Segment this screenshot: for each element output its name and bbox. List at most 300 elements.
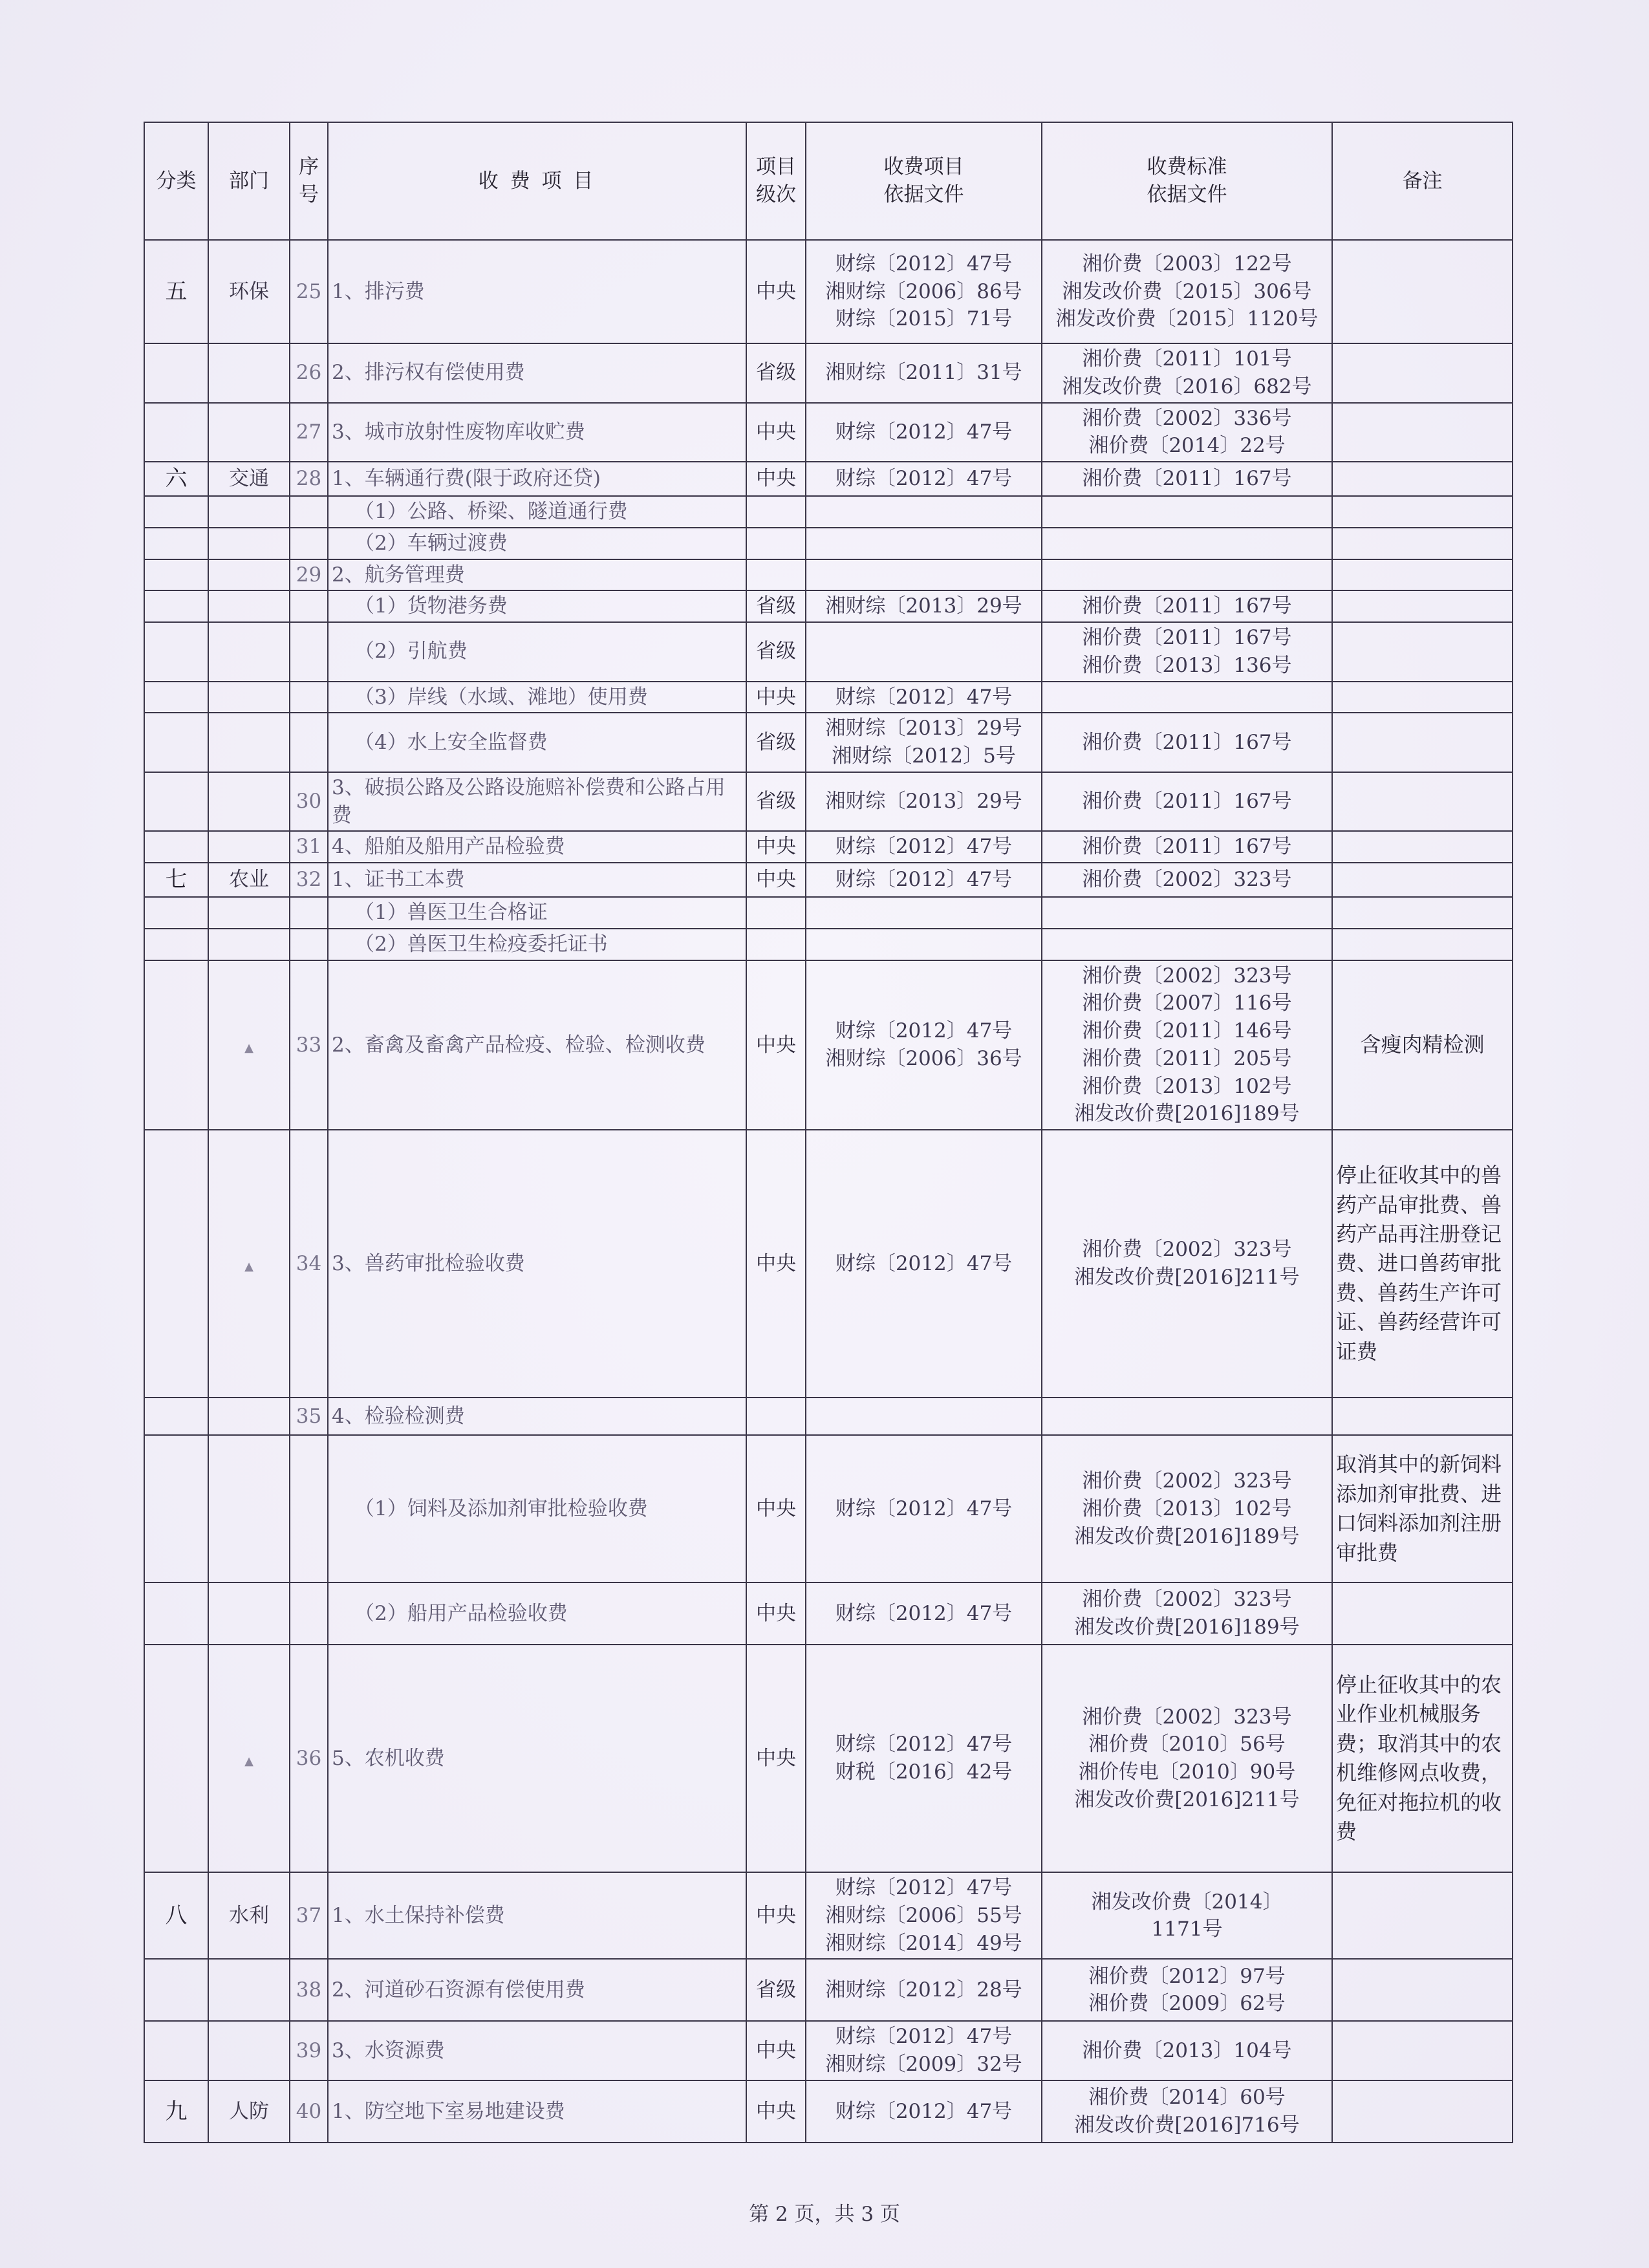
category-cell — [144, 713, 208, 772]
standard-doc-cell — [1042, 462, 1332, 496]
note-cell — [1332, 713, 1513, 772]
category-cell — [144, 1872, 208, 1959]
fee-item-cell: （2）引航费 — [328, 622, 746, 682]
standard-doc-line: 湘价费〔2002〕323号 — [1082, 868, 1292, 892]
fee-item-cell: 1、排污费 — [328, 240, 746, 343]
note-cell — [1332, 559, 1513, 591]
level-cell: 中央 — [746, 863, 806, 897]
standard-doc-cell — [1042, 1582, 1332, 1645]
basis-doc-cell — [806, 590, 1042, 622]
level-cell: 省级 — [746, 343, 806, 403]
triangle-mark-icon: ▲ — [244, 1754, 253, 1768]
department-cell — [208, 622, 290, 682]
fee-item-cell: （2）船用产品检验收费 — [328, 1582, 746, 1645]
department-cell: 交通 — [208, 462, 290, 496]
table-row — [144, 1130, 1513, 1398]
fee-item-cell: （1）货物港务费 — [328, 590, 746, 622]
level-cell — [746, 496, 806, 528]
standard-doc-line: 湘价费〔2011〕167号 — [1082, 835, 1292, 859]
number-cell: 32 — [290, 863, 328, 897]
col-header-item: 收 费 项 目 — [328, 122, 746, 240]
basis-doc-cell — [806, 1398, 1042, 1435]
standard-doc-cell — [1042, 2021, 1332, 2080]
basis-doc-cell — [806, 1435, 1042, 1582]
note-cell — [1332, 590, 1513, 622]
level-cell: 中央 — [746, 2080, 806, 2143]
number-cell: 26 — [290, 343, 328, 403]
fee-item-cell: 2、河道砂石资源有偿使用费 — [328, 1959, 746, 2021]
basis-doc-line: 财税〔2016〕42号 — [835, 1760, 1013, 1784]
department-cell: 农业 — [208, 863, 290, 897]
standard-doc-line: 湘价费〔2003〕122号 — [1082, 252, 1292, 275]
basis-doc-line: 湘财综〔2014〕49号 — [825, 1931, 1022, 1955]
department-cell — [208, 2021, 290, 2080]
standard-doc-cell — [1042, 590, 1332, 622]
department-cell — [208, 1645, 290, 1872]
standard-doc-line: 湘价费〔2013〕104号 — [1082, 2038, 1292, 2062]
level-cell — [746, 528, 806, 559]
category-cell — [144, 462, 208, 496]
department-cell — [208, 590, 290, 622]
standard-doc-line: 湘价费〔2009〕62号 — [1088, 1992, 1286, 2016]
department-cell — [208, 682, 290, 713]
fee-item-cell: 1、水土保持补偿费 — [328, 1872, 746, 1959]
note-cell — [1332, 2021, 1513, 2080]
department-cell — [208, 496, 290, 528]
department-cell — [208, 403, 290, 462]
level-cell — [746, 929, 806, 960]
standard-doc-line: 湘价费〔2011〕167号 — [1082, 790, 1292, 814]
basis-doc-line: 财综〔2012〕47号 — [835, 467, 1013, 491]
table-row — [144, 462, 1513, 496]
category-cell — [144, 1130, 208, 1398]
level-cell: 中央 — [746, 2021, 806, 2080]
department-cell — [208, 929, 290, 960]
number-cell: 38 — [290, 1959, 328, 2021]
standard-doc-cell — [1042, 682, 1332, 713]
department-cell: 环保 — [208, 240, 290, 343]
triangle-mark-icon: ▲ — [244, 1259, 253, 1273]
standard-doc-line: 湘价费〔2002〕323号 — [1082, 1238, 1292, 1262]
standard-doc-cell — [1042, 863, 1332, 897]
standard-doc-cell — [1042, 1645, 1332, 1872]
fee-item-cell: 5、农机收费 — [328, 1645, 746, 1872]
level-cell: 中央 — [746, 831, 806, 863]
fee-item-cell: 1、证书工本费 — [328, 863, 746, 897]
category-cell — [144, 1398, 208, 1435]
standard-doc-cell — [1042, 929, 1332, 960]
standard-doc-line: 湘发改价费[2016]716号 — [1074, 2113, 1300, 2137]
department-cell — [208, 960, 290, 1130]
number-cell — [290, 929, 328, 960]
standard-doc-cell — [1042, 960, 1332, 1130]
standard-doc-line: 湘价费〔2012〕97号 — [1088, 1964, 1286, 1988]
fee-item-cell: 2、航务管理费 — [328, 559, 746, 591]
number-cell: 25 — [290, 240, 328, 343]
department-cell — [208, 559, 290, 591]
col-header-category: 分类 — [144, 122, 208, 240]
basis-doc-line: 财综〔2012〕47号 — [835, 1876, 1013, 1900]
category-cell — [144, 960, 208, 1130]
standard-doc-line: 湘发改价费[2016]211号 — [1074, 1266, 1300, 1290]
note-cell — [1332, 897, 1513, 929]
fee-item-cell: （1）饲料及添加剂审批检验收费 — [328, 1435, 746, 1582]
standard-doc-line: 湘价费〔2002〕323号 — [1082, 964, 1292, 988]
table-row — [144, 559, 1513, 591]
basis-doc-line: 财综〔2012〕47号 — [835, 2025, 1013, 2049]
table-row — [144, 1582, 1513, 1645]
note-cell: 停止征收其中的农业作业机械服务费；取消其中的农机维修网点收费，免征对拖拉机的收费 — [1332, 1645, 1513, 1872]
basis-doc-line: 财综〔2012〕47号 — [835, 685, 1013, 709]
basis-doc-line: 财综〔2012〕47号 — [835, 1496, 1013, 1520]
level-cell: 中央 — [746, 462, 806, 496]
basis-doc-line: 财综〔2012〕47号 — [835, 1019, 1013, 1043]
basis-doc-cell — [806, 343, 1042, 403]
note-cell — [1332, 1959, 1513, 2021]
number-cell: 37 — [290, 1872, 328, 1959]
fee-item-cell: 3、破损公路及公路设施赔补偿费和公路占用费 — [328, 772, 746, 832]
basis-doc-line: 湘财综〔2013〕29号 — [825, 790, 1022, 814]
standard-doc-line: 湘价费〔2007〕116号 — [1082, 991, 1292, 1015]
standard-doc-cell — [1042, 343, 1332, 403]
basis-doc-line: 财综〔2012〕47号 — [835, 1601, 1013, 1625]
category-cell — [144, 528, 208, 559]
standard-doc-line: 湘价费〔2010〕56号 — [1088, 1733, 1286, 1756]
table-row — [144, 1435, 1513, 1582]
number-cell — [290, 682, 328, 713]
note-cell: 取消其中的新饲料添加剂审批费、进口饲料添加剂注册审批费 — [1332, 1435, 1513, 1582]
fee-item-cell: 2、排污权有偿使用费 — [328, 343, 746, 403]
number-cell — [290, 496, 328, 528]
note-cell — [1332, 343, 1513, 403]
col-header-basis: 收费项目 依据文件 — [806, 122, 1042, 240]
level-cell: 中央 — [746, 240, 806, 343]
fee-item-cell: 1、车辆通行费(限于政府还贷) — [328, 462, 746, 496]
department-cell — [208, 831, 290, 863]
note-cell — [1332, 863, 1513, 897]
standard-doc-cell — [1042, 403, 1332, 462]
standard-doc-line: 湘价费〔2011〕205号 — [1082, 1046, 1292, 1070]
number-cell: 34 — [290, 1130, 328, 1398]
category-cell — [144, 622, 208, 682]
note-cell: 含瘦肉精检测 — [1332, 960, 1513, 1130]
basis-doc-line: 湘财综〔2009〕32号 — [825, 2053, 1022, 2077]
standard-doc-cell — [1042, 240, 1332, 343]
level-cell: 省级 — [746, 622, 806, 682]
table-row — [144, 528, 1513, 559]
note-cell — [1332, 1398, 1513, 1435]
table-row — [144, 1959, 1513, 2021]
basis-doc-line: 湘财综〔2006〕55号 — [825, 1903, 1022, 1927]
category-cell — [144, 240, 208, 343]
table-row — [144, 1872, 1513, 1959]
category-cell — [144, 1959, 208, 2021]
basis-doc-line: 湘财综〔2006〕36号 — [825, 1046, 1022, 1070]
number-cell: 40 — [290, 2080, 328, 2143]
note-cell — [1332, 622, 1513, 682]
department-cell — [208, 1398, 290, 1435]
table-row — [144, 2080, 1513, 2143]
category-value: 五 — [165, 278, 188, 305]
table-row — [144, 713, 1513, 772]
number-cell — [290, 1435, 328, 1582]
category-cell — [144, 2080, 208, 2143]
standard-doc-line: 湘价费〔2011〕167号 — [1082, 730, 1292, 754]
basis-doc-cell — [806, 1959, 1042, 2021]
note-cell — [1332, 403, 1513, 462]
standard-doc-line: 湘价费〔2014〕22号 — [1088, 434, 1286, 458]
category-cell — [144, 403, 208, 462]
basis-doc-cell — [806, 2080, 1042, 2143]
table-row — [144, 403, 1513, 462]
category-cell — [144, 863, 208, 897]
basis-doc-line: 湘财综〔2013〕29号 — [825, 717, 1022, 740]
table-row — [144, 590, 1513, 622]
department-cell — [208, 1435, 290, 1582]
fee-item-cell: 4、检验检测费 — [328, 1398, 746, 1435]
table-row — [144, 343, 1513, 403]
level-cell: 省级 — [746, 772, 806, 832]
category-value: 七 — [165, 867, 188, 893]
fee-item-cell: （3）岸线（水域、滩地）使用费 — [328, 682, 746, 713]
basis-doc-line: 财综〔2015〕71号 — [835, 307, 1013, 331]
category-cell — [144, 831, 208, 863]
category-cell — [144, 1435, 208, 1582]
department-cell — [208, 1959, 290, 2021]
note-cell — [1332, 496, 1513, 528]
basis-doc-cell — [806, 929, 1042, 960]
number-cell — [290, 897, 328, 929]
basis-doc-cell — [806, 559, 1042, 591]
basis-doc-line: 财综〔2012〕47号 — [835, 835, 1013, 859]
number-cell: 35 — [290, 1398, 328, 1435]
number-cell: 28 — [290, 462, 328, 496]
basis-doc-cell — [806, 622, 1042, 682]
table-row — [144, 2021, 1513, 2080]
basis-doc-line: 湘财综〔2012〕28号 — [825, 1978, 1022, 2002]
basis-doc-cell — [806, 960, 1042, 1130]
fee-item-cell: 4、船舶及船用产品检验费 — [328, 831, 746, 863]
standard-doc-cell — [1042, 713, 1332, 772]
fee-item-cell: 3、兽药审批检验收费 — [328, 1130, 746, 1398]
fee-item-cell: （2）兽医卫生检疫委托证书 — [328, 929, 746, 960]
category-value: 六 — [165, 466, 188, 492]
standard-doc-line: 湘价费〔2011〕146号 — [1082, 1019, 1292, 1043]
basis-doc-cell — [806, 772, 1042, 832]
standard-doc-line: 湘发改价费〔2015〕306号 — [1062, 279, 1312, 303]
basis-doc-cell — [806, 2021, 1042, 2080]
fee-item-cell: （1）公路、桥梁、隧道通行费 — [328, 496, 746, 528]
standard-doc-line: 湘发改价费[2016]211号 — [1074, 1787, 1300, 1811]
standard-doc-cell — [1042, 897, 1332, 929]
department-cell — [208, 713, 290, 772]
basis-doc-line: 财综〔2012〕47号 — [835, 252, 1013, 275]
standard-doc-line: 湘价费〔2011〕167号 — [1082, 594, 1292, 618]
basis-doc-cell — [806, 1872, 1042, 1959]
basis-doc-cell — [806, 528, 1042, 559]
note-cell — [1332, 240, 1513, 343]
fee-item-cell: 1、防空地下室易地建设费 — [328, 2080, 746, 2143]
number-cell: 29 — [290, 559, 328, 591]
category-cell — [144, 559, 208, 591]
department-cell: 水利 — [208, 1872, 290, 1959]
basis-doc-cell — [806, 403, 1042, 462]
level-cell: 中央 — [746, 403, 806, 462]
triangle-mark-icon: ▲ — [244, 1041, 253, 1055]
fee-item-cell: 2、畜禽及畜禽产品检疫、检验、检测收费 — [328, 960, 746, 1130]
standard-doc-cell — [1042, 772, 1332, 832]
department-cell — [208, 1582, 290, 1645]
fee-item-cell: （1）兽医卫生合格证 — [328, 897, 746, 929]
table-row — [144, 1645, 1513, 1872]
basis-doc-cell — [806, 863, 1042, 897]
table-row — [144, 496, 1513, 528]
number-cell — [290, 528, 328, 559]
standard-doc-line: 湘发改价费〔2016〕682号 — [1062, 374, 1312, 398]
standard-doc-cell — [1042, 2080, 1332, 2143]
table-row — [144, 863, 1513, 897]
table-row — [144, 960, 1513, 1130]
department-cell — [208, 1130, 290, 1398]
col-header-department: 部门 — [208, 122, 290, 240]
category-cell — [144, 496, 208, 528]
table-row — [144, 240, 1513, 343]
fee-item-cell: 3、城市放射性废物库收贮费 — [328, 403, 746, 462]
standard-doc-line: 湘发改价费〔2014〕 — [1091, 1890, 1283, 1914]
note-cell — [1332, 1582, 1513, 1645]
fee-item-cell: （4）水上安全监督费 — [328, 713, 746, 772]
standard-doc-cell — [1042, 831, 1332, 863]
level-cell — [746, 559, 806, 591]
category-cell — [144, 772, 208, 832]
standard-doc-line: 湘价费〔2011〕101号 — [1082, 347, 1292, 371]
level-cell — [746, 897, 806, 929]
category-cell — [144, 343, 208, 403]
department-cell — [208, 772, 290, 832]
standard-doc-cell — [1042, 1398, 1332, 1435]
basis-doc-line: 财综〔2012〕47号 — [835, 868, 1013, 892]
department-cell: 人防 — [208, 2080, 290, 2143]
standard-doc-line: 湘价费〔2013〕102号 — [1082, 1074, 1292, 1098]
standard-doc-line: 湘价费〔2013〕136号 — [1082, 653, 1292, 677]
basis-doc-line: 财综〔2012〕47号 — [835, 1733, 1013, 1756]
standard-doc-cell — [1042, 528, 1332, 559]
table-row — [144, 1398, 1513, 1435]
col-header-level: 项目级次 — [746, 122, 806, 240]
table-row — [144, 929, 1513, 960]
col-header-note: 备注 — [1332, 122, 1513, 240]
note-cell — [1332, 2080, 1513, 2143]
note-cell — [1332, 1872, 1513, 1959]
standard-doc-line: 湘发改价费[2016]189号 — [1074, 1615, 1300, 1639]
standard-doc-line: 湘价费〔2013〕102号 — [1082, 1496, 1292, 1520]
standard-doc-line: 湘价费〔2002〕323号 — [1082, 1705, 1292, 1729]
fee-item-cell: （2）车辆过渡费 — [328, 528, 746, 559]
standard-doc-cell — [1042, 559, 1332, 591]
basis-doc-cell — [806, 240, 1042, 343]
category-cell — [144, 1645, 208, 1872]
standard-doc-line: 湘价传电〔2010〕90号 — [1078, 1760, 1296, 1784]
standard-doc-line: 湘发改价费[2016]189号 — [1074, 1102, 1300, 1126]
number-cell — [290, 1582, 328, 1645]
standard-doc-line: 湘价费〔2011〕167号 — [1082, 467, 1292, 491]
basis-doc-line: 财综〔2012〕47号 — [835, 2099, 1013, 2123]
number-cell: 30 — [290, 772, 328, 832]
level-cell: 省级 — [746, 713, 806, 772]
standard-doc-cell — [1042, 1959, 1332, 2021]
number-cell: 39 — [290, 2021, 328, 2080]
category-cell — [144, 897, 208, 929]
category-cell — [144, 1582, 208, 1645]
table-row — [144, 772, 1513, 832]
number-cell: 36 — [290, 1645, 328, 1872]
category-cell — [144, 590, 208, 622]
standard-doc-line: 湘发改价费[2016]189号 — [1074, 1524, 1300, 1548]
department-cell — [208, 528, 290, 559]
level-cell — [746, 1398, 806, 1435]
standard-doc-cell — [1042, 496, 1332, 528]
basis-doc-cell — [806, 1130, 1042, 1398]
standard-doc-cell — [1042, 1435, 1332, 1582]
number-cell — [290, 713, 328, 772]
basis-doc-line: 湘财综〔2011〕31号 — [825, 361, 1022, 385]
basis-doc-cell — [806, 462, 1042, 496]
header-row — [144, 122, 1513, 240]
note-cell: 停止征收其中的兽药产品审批费、兽药产品再注册登记费、进口兽药审批费、兽药生产许可证、兽药经营许可证费 — [1332, 1130, 1513, 1398]
note-cell — [1332, 528, 1513, 559]
level-cell: 中央 — [746, 1582, 806, 1645]
standard-doc-cell — [1042, 1872, 1332, 1959]
note-cell — [1332, 462, 1513, 496]
category-cell — [144, 682, 208, 713]
basis-doc-line: 湘财综〔2006〕86号 — [825, 279, 1022, 303]
standard-doc-line: 湘价费〔2002〕323号 — [1082, 1588, 1292, 1612]
number-cell — [290, 590, 328, 622]
fee-table-body — [144, 240, 1513, 2143]
standard-doc-line: 湘价费〔2014〕60号 — [1088, 2086, 1286, 2110]
level-cell: 中央 — [746, 1130, 806, 1398]
number-cell — [290, 622, 328, 682]
standard-doc-cell — [1042, 1130, 1332, 1398]
page-footer: 第 2 页，共 3 页 — [749, 2203, 900, 2226]
level-cell: 中央 — [746, 960, 806, 1130]
basis-doc-cell — [806, 1582, 1042, 1645]
standard-doc-line: 湘价费〔2002〕336号 — [1082, 406, 1292, 430]
basis-doc-cell — [806, 682, 1042, 713]
level-cell: 中央 — [746, 1872, 806, 1959]
col-header-number: 序号 — [290, 122, 328, 240]
table-row — [144, 897, 1513, 929]
basis-doc-cell — [806, 831, 1042, 863]
level-cell: 省级 — [746, 1959, 806, 2021]
department-cell — [208, 897, 290, 929]
level-cell: 中央 — [746, 682, 806, 713]
level-cell: 省级 — [746, 590, 806, 622]
table-row — [144, 682, 1513, 713]
number-cell: 33 — [290, 960, 328, 1130]
table-row — [144, 622, 1513, 682]
standard-doc-line: 湘价费〔2002〕323号 — [1082, 1469, 1292, 1493]
department-cell — [208, 343, 290, 403]
level-cell: 中央 — [746, 1435, 806, 1582]
category-value: 九 — [165, 2098, 188, 2124]
fee-table — [144, 122, 1513, 2143]
level-cell: 中央 — [746, 1645, 806, 1872]
basis-doc-line: 湘财综〔2012〕5号 — [832, 744, 1016, 768]
col-header-standard: 收费标准 依据文件 — [1042, 122, 1332, 240]
fee-item-cell: 3、水资源费 — [328, 2021, 746, 2080]
note-cell — [1332, 929, 1513, 960]
